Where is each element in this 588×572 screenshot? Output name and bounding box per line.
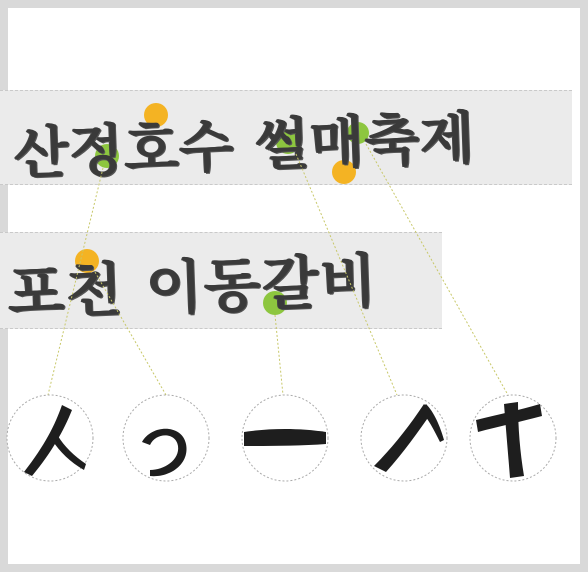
leader-line: [296, 154, 397, 395]
leader-line: [95, 272, 166, 395]
leader-line: [275, 315, 283, 395]
leader-line: [48, 168, 103, 395]
detail-circles: [7, 395, 556, 481]
stroke-curve-detail: [123, 395, 209, 481]
stroke-diagonal-detail: [361, 395, 447, 481]
leader-line: [366, 144, 508, 395]
phrase-line-2: 포천 이동갈비: [7, 246, 380, 328]
stroke-horizontal-detail: [242, 395, 328, 481]
brush-stroke: [244, 429, 326, 446]
stroke-cross-detail: [470, 395, 556, 481]
phrase-line-1: 산정호수 썰매축제: [13, 104, 477, 188]
leader-lines: [48, 144, 508, 395]
stroke-s-detail: [7, 395, 93, 481]
